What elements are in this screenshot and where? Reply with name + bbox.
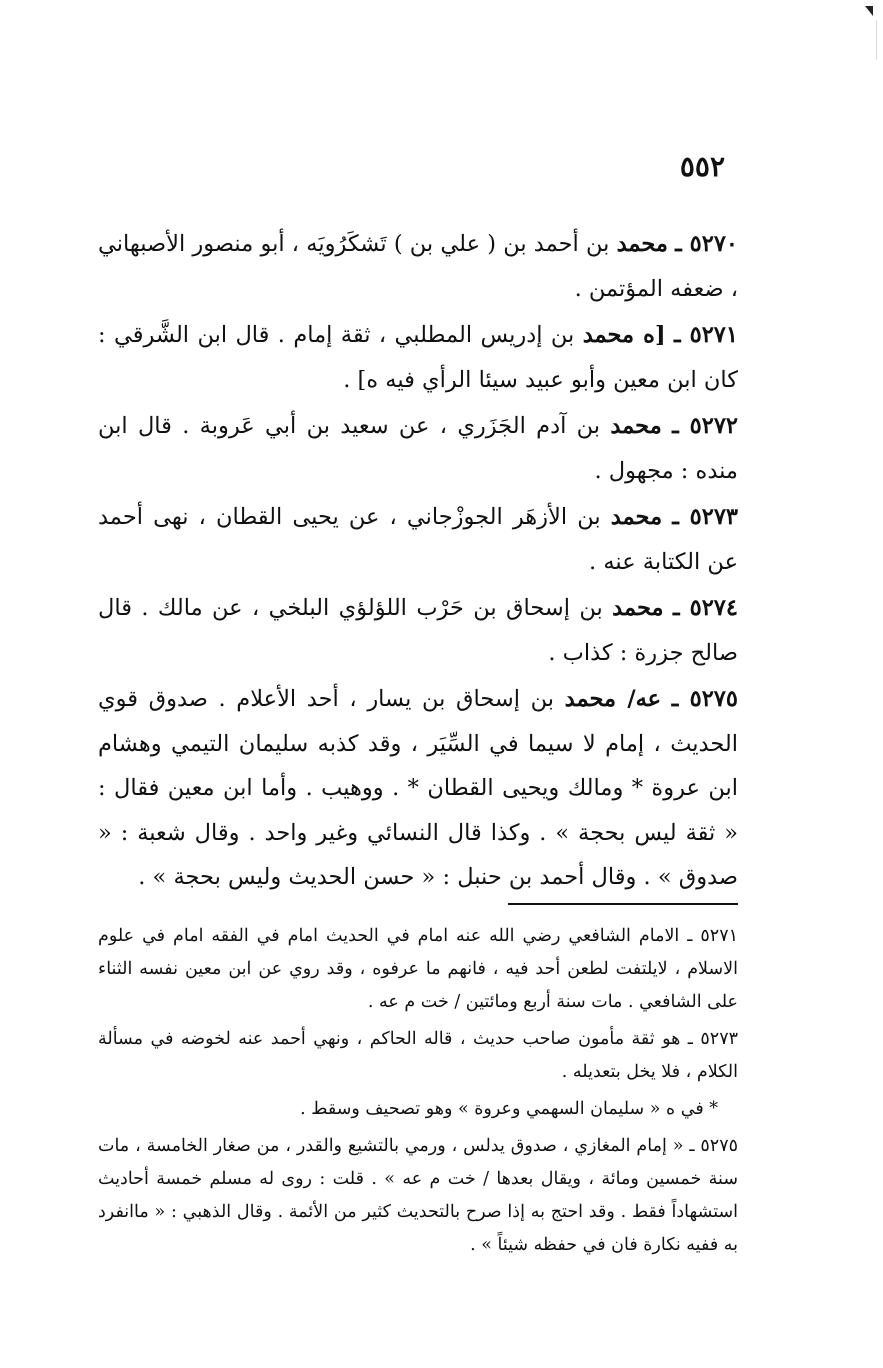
entry-name: محمد xyxy=(616,231,668,257)
entry-5275 xyxy=(98,677,738,900)
entry-5270 xyxy=(98,222,738,311)
page-edge-shadow xyxy=(862,20,877,60)
main-text xyxy=(98,222,738,902)
entry-name: محمد xyxy=(612,595,664,621)
footnote-5273: ٥٢٧٣ ـ هو ثقة مأمون صاحب حديث ، قاله الحاكم ، ونهي أحمد عنه لخوضه في مسألة الكلام ، فلا يخل بتعديله . xyxy=(98,1029,738,1082)
footnote-5271: ٥٢٧١ ـ الامام الشافعي رضي الله عنه امام في الحديث امام في الفقه امام في علوم الاسلام ، لايلتفت لطعن أحد فيه ، فانهم ما عرفوه ، وقد روي عن ابن معين نفسه الثناء على الشافعي . مات سنة أربع ومائتين / خت م عه . xyxy=(98,926,738,1012)
entry-5273 xyxy=(98,495,738,584)
entry-text: بن إسحاق بن يسار ، أحد الأعلام . صدوق قوي الحديث ، إمام لا سيما في السِّيَر ، وقد كذبه سليمان التيمي وهشام ابن عروة * ومالك ويحيى القطان * . ووهيب . وأما ابن معين فقال : « ثقة ليس بحجة » . وكذا قال النسائي وغير واحد . وقال شعبة : « صدوق » . وقال أحمد بن حنبل : « حسن الحديث وليس بحجة » . xyxy=(98,686,738,890)
entry-name: محمد xyxy=(610,504,663,530)
entry-text: بن آدم الجَزَري ، عن سعيد بن أبي عَروبة . قال ابن منده : مجهول . xyxy=(98,413,738,484)
entry-number: ٥٢٧٣ ـ xyxy=(672,504,738,530)
entry-number: ٥٢٧٥ ـ xyxy=(671,686,738,712)
entry-number: ٥٢٧٢ ـ xyxy=(672,413,739,439)
entry-name: [ه محمد xyxy=(582,322,666,348)
footnote-divider xyxy=(508,903,738,905)
entry-text: بن الأزهَر الجوزْجاني ، عن يحيى القطان ، نهى أحمد عن الكتابة عنه . xyxy=(98,504,738,575)
entry-text: بن إدريس المطلبي ، ثقة إمام . قال ابن الشَّرقي : كان ابن معين وأبو عبيد سيئا الرأي فيه ه] . xyxy=(98,322,738,393)
entry-text: بن أحمد بن ( علي بن ) تَشكَرُويَه ، أبو منصور الأصبهاني ، ضعفه المؤتمن . xyxy=(98,231,738,302)
entry-5274 xyxy=(98,586,738,675)
entry-text: بن إسحاق بن حَرْب اللؤلؤي البلخي ، عن مالك . قال صالح جزرة : كذاب . xyxy=(98,595,738,666)
entry-5272 xyxy=(98,404,738,493)
entry-number: ٥٢٧٠ ـ xyxy=(675,231,738,257)
entry-name: محمد xyxy=(610,413,662,439)
footnote-5275: ٥٢٧٥ ـ « إمام المغازي ، صدوق يدلس ، ورمي بالتشيع والقدر ، من صغار الخامسة ، مات سنة خمسين ومائة ، ويقال بعدها / خت م عه » . قلت : روى له مسلم خمسة أحاديث استشهاداً فقط . وقد احتج به إذا صرح بالتحديث كثير من الأئمة . وقال الذهبي : « ماانفرد به ففيه نكارة فان في حفظه شيئاً » . xyxy=(98,1136,738,1255)
footnote-star: * في ه « سليمان السهمي وعروة » وهو تصحيف وسقط . xyxy=(300,1099,718,1119)
entry-number: ٥٢٧١ ـ xyxy=(673,322,738,348)
footnotes xyxy=(98,920,738,1266)
entry-name: عه/ محمد xyxy=(564,686,662,712)
entry-number: ٥٢٧٤ ـ xyxy=(672,595,738,621)
page-number: ٥٥٢ xyxy=(679,150,725,183)
entry-5271 xyxy=(98,313,738,402)
page-corner-mark xyxy=(865,6,873,16)
